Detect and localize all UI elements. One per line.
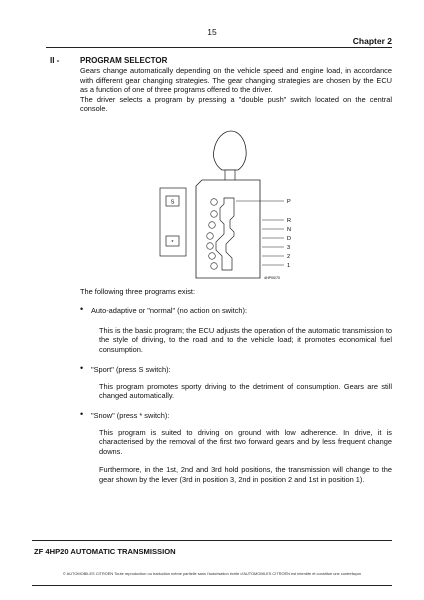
position-indicator — [211, 263, 218, 270]
program-heading-normal: Auto-adaptive or "normal" (no action on switch): — [91, 306, 248, 315]
sport-switch-label: S — [170, 199, 175, 206]
section-number: II - — [50, 56, 60, 65]
programs-intro: The following three programs exist: — [80, 287, 196, 296]
footer-title: ZF 4HP20 AUTOMATIC TRANSMISSION — [34, 547, 176, 556]
program-description-snow — [99, 428, 392, 484]
chapter-label: Chapter 2 — [352, 36, 392, 46]
position-indicator — [207, 233, 214, 240]
section-title: PROGRAM SELECTOR — [80, 56, 168, 65]
figure-reference: 4HP00/70 — [264, 276, 280, 280]
lever-position-D: D — [287, 236, 292, 242]
description-paragraph: Furthermore, in the 1st, 2nd and 3rd hold positions, the transmission will change to the gear shown by the lever (3rd in position 3, 2nd in position 2 and 1st in position 1). — [99, 465, 392, 484]
description-paragraph: This is the basic program; the ECU adjusts the operation of the automatic transmission to the style of driving, to the road and to the vehicle load; it promotes economical fuel consumption. — [99, 326, 392, 354]
bullet-marker: • — [80, 363, 84, 373]
lever-position-1: 1 — [287, 263, 291, 269]
program-heading-sport: "Sport" (press S switch): — [91, 365, 171, 374]
program-description-sport — [99, 382, 392, 401]
position-indicator — [209, 222, 216, 229]
intro-paragraph: The driver selects a program by pressing a "double push" switch located on the central console. — [80, 94, 392, 114]
intro-paragraph: Gears change automatically depending on the vehicle speed and engine load, in accordance with different gear changing strategies. The gear changing strategies are chosen by the ECU as a function of one of three programs offered to the driver. — [80, 66, 392, 95]
bottom-rule — [32, 585, 392, 586]
snow-switch-label: * — [171, 240, 174, 246]
lever-position-R: R — [287, 218, 292, 224]
gear-knob — [213, 131, 246, 170]
description-paragraph: This program is suited to driving on ground with low adherence. In drive, it is characterised by the removal of the first two forward gears and by less frequent change downs. — [99, 428, 392, 456]
lever-position-N: N — [287, 227, 292, 233]
footer-rule — [32, 540, 392, 541]
intro-text — [80, 66, 392, 114]
lever-position-3: 3 — [287, 245, 291, 251]
bullet-marker: • — [80, 304, 84, 314]
program-description-normal — [99, 326, 392, 354]
position-indicator — [211, 211, 218, 218]
page-number: 15 — [207, 27, 217, 37]
program-heading-snow: "Snow" (press * switch): — [91, 411, 170, 420]
lever-position-2: 2 — [287, 254, 291, 260]
selector-diagram — [156, 128, 306, 280]
lever-position-P: P — [287, 199, 291, 205]
position-indicator — [209, 253, 216, 260]
position-indicator — [207, 243, 214, 250]
header-rule — [46, 47, 392, 48]
bullet-marker: • — [80, 409, 84, 419]
position-indicator — [211, 199, 218, 206]
copyright-notice: © AUTOMOBILES CITROËN Toute reproduction ou traduction même partielle sans l'autorisation écrite d'AUTOMOBILES CITROËN est interdite et constitue une contrefaçon — [62, 571, 362, 576]
description-paragraph: This program promotes sporty driving to the detriment of consumption. Gears are still changed automatically. — [99, 382, 392, 401]
